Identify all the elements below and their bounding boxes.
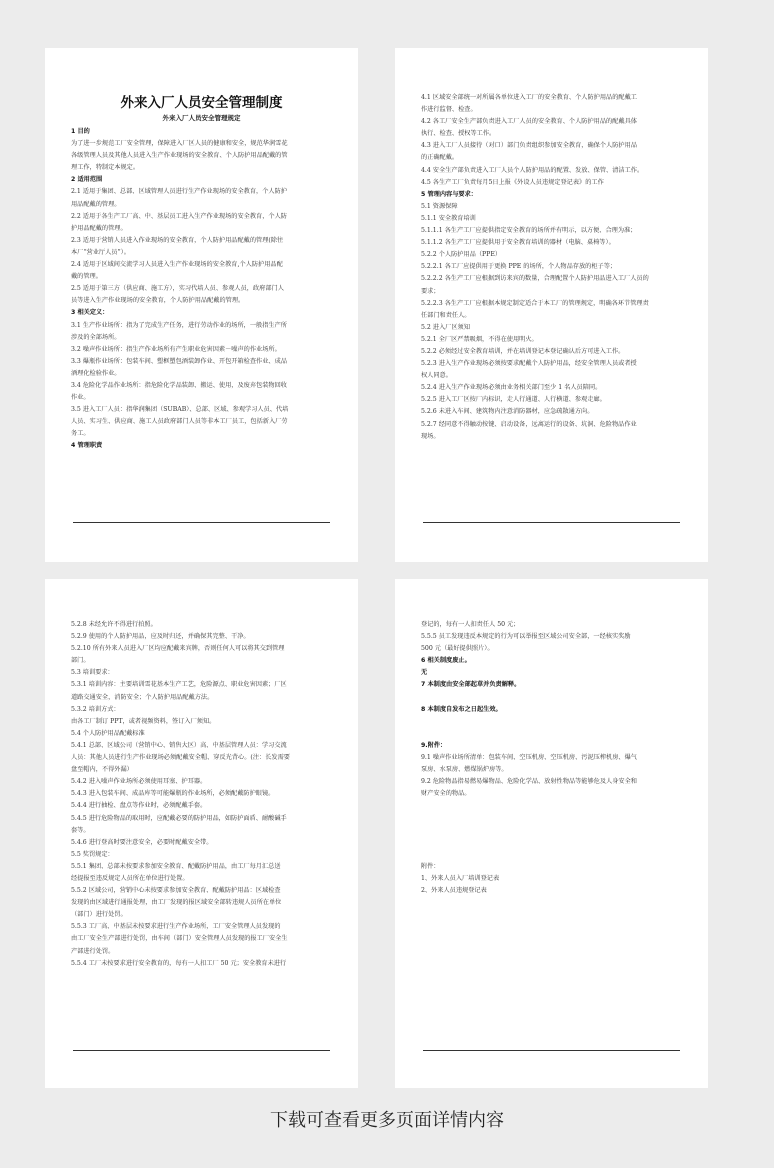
page-4-text bbox=[421, 619, 682, 897]
body-text-line: 5.2.2 必须经过安全教育培训，并在培训登记本登记确认后方可进入工作。 bbox=[421, 347, 625, 355]
body-text-line: 执行、检查、授权等工作。 bbox=[421, 130, 496, 138]
document-page-1 bbox=[45, 48, 358, 562]
body-text-line: 5.4.3 进入包装车间、成品库等可能爆瓶的作业场所，必须配戴防护眼镜。 bbox=[71, 790, 275, 798]
body-text-line: 用品配戴的管理。 bbox=[71, 200, 121, 208]
body-text-line: 9.2 危险物品指易燃易爆物品、危险化学品、放射性物品等能够危及人身安全和 bbox=[421, 778, 637, 786]
page-4-content bbox=[421, 619, 682, 897]
section-heading: 2 适用范围 bbox=[71, 176, 103, 184]
body-text-line: 5.4.6 进行登高时要注意安全，必要时配戴安全带。 bbox=[71, 838, 213, 846]
body-text-line: 员等进入生产作业现场的安全教育，个人防护用品配戴的管理。 bbox=[71, 297, 245, 305]
body-text-line: 5.5.1 集团、总部未按要求参加安全教育、配戴防护用品，由工厂每月汇总送 bbox=[71, 862, 281, 870]
body-text-line: 2.4 适用于区域间交流学习人员进入生产作业现场的安全教育,个人防护用品配 bbox=[71, 261, 283, 269]
section-heading: 无 bbox=[421, 669, 428, 677]
body-text-line: 5.2.4 进入生产作业现场必须由业务相关部门至少 1 名人员陪同。 bbox=[421, 384, 602, 392]
body-text-line: 盘至帽内，不得外漏） bbox=[71, 766, 133, 774]
body-text-line: 5.1.1.2 各生产工厂应提供用于安全教育培训的器材（电脑、桌椅等）。 bbox=[421, 239, 615, 247]
page-2-text bbox=[421, 92, 682, 443]
body-text-line: 5.3 培训要求： bbox=[71, 669, 114, 677]
blank-line bbox=[421, 716, 682, 728]
body-text-line: 2、外来人员违规登记表 bbox=[421, 887, 487, 895]
document-page-4 bbox=[395, 579, 708, 1088]
body-text-line: 2.3 适用于营销人员进入作业现场的安全教育，个人防护用品配戴的管理(除往 bbox=[71, 236, 284, 244]
body-text-line: 3.1 生产作业场所：指为了完成生产任务，进行劳动作业的场所，一般指生产所 bbox=[71, 321, 287, 329]
body-text-line: 5.4.1 总部、区域公司（营销中心、销售大区）高、中基层管理人员：学习交流 bbox=[71, 741, 287, 749]
body-text-line: 泵房、水泵房、燃煤锅炉房等。 bbox=[421, 766, 508, 774]
body-text-line: 5.2.8 未经允许不得进行拍照。 bbox=[71, 621, 157, 628]
body-text-line: 产部进行处罚。 bbox=[71, 947, 115, 955]
body-text-line: 4.3 进入工厂人员接待（对口）部门负责组织参加安全教育，确保个人防护用品 bbox=[421, 142, 637, 150]
body-text-line: 现场。 bbox=[421, 432, 440, 440]
section-heading: 9.附件： bbox=[421, 741, 447, 749]
section-heading: 3 相关定义： bbox=[71, 309, 109, 317]
blank-line bbox=[421, 813, 682, 825]
body-text-line: 涉及的全部场所。 bbox=[71, 333, 121, 341]
body-text-line: 人员：其他人员进行生产作业现场必须配戴安全帽、穿反光背心。(注：长发需要 bbox=[71, 754, 290, 762]
body-text-line: 附件： bbox=[421, 862, 440, 870]
body-text-line: 的正确配戴。 bbox=[421, 154, 459, 162]
body-text-line: 5.4.5 进行危险物品的取用时，应配戴必要的防护用品，如防护面盾、耐酸碱手 bbox=[71, 814, 287, 822]
section-heading: 5 管理内容与要求： bbox=[421, 190, 477, 198]
body-text-line: 5.2.10 所有外来人员进入厂区均应配戴来宾牌，否则任何人可以将其交到管理 bbox=[71, 645, 285, 653]
blank-line bbox=[421, 825, 682, 837]
body-text-line: 要求； bbox=[421, 287, 440, 295]
document-title: 外来入厂人员安全管理制度 bbox=[120, 95, 283, 111]
body-text-line: 5.5.2 区域公司，营销中心未按要求参加安全教育、配戴防护用品：区域检查 bbox=[71, 887, 281, 895]
body-text-line: 各级管理人员及其他人员进入生产作业现场的安全教育、个人防护用品配戴的管 bbox=[71, 152, 288, 160]
body-text-line: 5.2.2 个人防护用品（PPE） bbox=[421, 251, 502, 259]
page-footer-rule bbox=[423, 522, 680, 523]
blank-line bbox=[421, 849, 682, 861]
document-subtitle: 外来入厂人员安全管理规定 bbox=[162, 114, 241, 122]
section-heading: 8 本制度自发布之日起生效。 bbox=[421, 705, 502, 713]
body-text-line: 5.2.2.1 各工厂应提供用于更换 PPE 的场所，个人物品存放的柜子等； bbox=[421, 263, 617, 271]
body-text-line: 5.1 资源保障 bbox=[421, 202, 458, 210]
body-text-line: 3.5 进入工厂人员：指华润集团（SUBAB）、总部、区域、参观学习人员、代培 bbox=[71, 406, 289, 414]
body-text-line: 500 元（最好提供照片）。 bbox=[421, 645, 494, 653]
body-text-line: 5.3.1 培训内容：主要培训雪花基本生产工艺，危险源点、职业危害因素；厂区 bbox=[71, 681, 287, 689]
body-text-line: 为了进一步规范工厂安全管理，保障进入厂区人员的健康和安全，规范华润雪花 bbox=[71, 140, 288, 148]
body-text-line: 4.2 各工厂安全生产部负责进入工厂人员的安全教育、个人防护用品的配戴具体 bbox=[421, 118, 637, 126]
body-text-line: 由工厂安全生产部进行处罚，由车间（部门）安全管理人员发现的报工厂安全生 bbox=[71, 935, 288, 943]
body-text-line: 2.1 适用于集团、总部、区域管理人员进行生产作业现场的安全教育，个人防护 bbox=[71, 188, 287, 196]
body-text-line: 经提报至违反规定人员所在单位进行处置。 bbox=[71, 874, 189, 882]
body-text-line: 5.2.2.3 各生产工厂应根据本规定制定适合于本工厂的管理规定，明确各环节管理责 bbox=[421, 299, 649, 307]
body-text-line: 3.3 爆瓶作业场所：包装车间、塑框塑包酒装卸作业、开包开箱检查作业、成品 bbox=[71, 357, 287, 365]
section-heading: 1 目的 bbox=[71, 128, 90, 135]
page-footer-rule bbox=[73, 522, 330, 523]
body-text-line: 5.5.3 工厂高、中基层未按要求进行生产作业场所，工厂安全管理人员发现的 bbox=[71, 923, 281, 931]
body-text-line: 5.2.2.2 各生产工厂应根据到访来宾的数量，合理配置个人防护用品进入工厂人员的 bbox=[421, 275, 649, 283]
body-text-line: 5.1.1.1 各生产工厂应提供指定安全教育的场所并有明示，以方便、合理为准； bbox=[421, 227, 637, 235]
blank-line bbox=[421, 728, 682, 740]
page-1-text bbox=[71, 126, 332, 453]
body-text-line: 5.3.2 培训方式： bbox=[71, 705, 120, 713]
body-text-line: 5.2.1 全厂区严禁吸烟，不得在使用明火。 bbox=[421, 335, 538, 343]
page-footer-rule bbox=[73, 1050, 330, 1051]
section-heading: 4 管理职责 bbox=[71, 442, 103, 450]
blank-line bbox=[421, 800, 682, 812]
body-text-line: 5.2.5 进入工厂区按厂内标识，走人行通道、人行横道、参观走廊。 bbox=[421, 396, 606, 404]
body-text-line: 作业。 bbox=[71, 394, 90, 402]
document-page-2 bbox=[395, 48, 708, 562]
body-text-line: 部门。 bbox=[71, 657, 90, 665]
body-text-line: 本厂“营业厅人员”）。 bbox=[71, 248, 130, 256]
body-text-line: 4.1 区域安全部统一对所属各单位进入工厂的安全教育、个人防护用品的配戴工 bbox=[421, 94, 637, 101]
body-text-line: 5.2.7 经同意不得触动按键、启动设备，远离运行的设备、坑洞、危险物品作业 bbox=[421, 420, 637, 428]
body-text-line: 4.5 各生产工厂负责每月5日上报《外设人员违规定登记表》的工作 bbox=[421, 178, 604, 186]
body-text-line: 9.1 噪声作业场所清单：包装车间、空压机房、空压机房、污泥压榨机房、爆气 bbox=[421, 754, 637, 762]
page-footer-rule bbox=[423, 1050, 680, 1051]
page-1-content bbox=[71, 94, 332, 453]
body-text-line: 5.5.5 员工发现违反本规定的行为可以举报至区域公司安全部，一经核实奖励 bbox=[421, 633, 631, 641]
body-text-line: 财产安全的物品。 bbox=[421, 790, 471, 798]
page-3-text bbox=[71, 619, 332, 970]
body-text-line: 5.5 奖罚规定： bbox=[71, 850, 114, 858]
blank-line bbox=[421, 837, 682, 849]
body-text-line: 5.5.4 工厂未按要求进行安全教育的，每有一人扣工厂 50 元；安全教育未进行 bbox=[71, 959, 287, 967]
body-text-line: 1、外来人员入厂培训登记表 bbox=[421, 874, 500, 882]
body-text-line: 2.5 适用于第三方（供应商、施工方），实习代培人员、参观人员，政府部门人 bbox=[71, 285, 284, 293]
page-2-content bbox=[421, 92, 682, 443]
body-text-line: 套等。 bbox=[71, 826, 90, 834]
blank-line bbox=[421, 692, 682, 704]
section-heading: 7 本制度由安全部起草并负责解释。 bbox=[421, 681, 521, 689]
body-text-line: 5.4.4 进行抽检、盘点等作业时，必须配戴手套。 bbox=[71, 802, 207, 810]
body-text-line: 发现的由区域进行通报处理，由工厂发现的报区域安全部转违规人员所在单位 bbox=[71, 899, 282, 907]
download-caption: 下载可查看更多页面详情内容 bbox=[270, 1110, 504, 1131]
body-text-line: 作进行监督、检查。 bbox=[421, 106, 477, 114]
body-text-line: 5.4 个人防护用品配戴标准 bbox=[71, 729, 145, 737]
body-text-line: 戴的管理。 bbox=[71, 273, 102, 281]
body-text-line: 5.2 进入厂区须知 bbox=[421, 323, 470, 331]
body-text-line: 5.4.2 进入噪声作业场所必须使用耳塞、护耳器。 bbox=[71, 778, 207, 786]
body-text-line: 5.1.1 安全教育培训 bbox=[421, 214, 476, 222]
body-text-line: 4.4 安全生产部负责进入工厂人员个人防护用品的配置、发放、保管、清洁工作。 bbox=[421, 166, 644, 174]
body-text-line: 3.4 危险化学品作业场所：指危险化学品装卸、搬运、使用，及废弃包装物回收 bbox=[71, 381, 287, 389]
document-page-3 bbox=[45, 579, 358, 1088]
body-text-line: 护用品配戴的管理。 bbox=[71, 224, 127, 232]
body-text-line: 3.2 噪声作业场所：指生产作业场所有产生职业危害因素－噪声的作业场所。 bbox=[71, 345, 281, 353]
section-heading: 6 相关制度废止。 bbox=[421, 657, 471, 665]
body-text-line: （部门）进行处罚。 bbox=[71, 911, 127, 919]
body-text-line: 道路交通安全，消防安全；个人防护用品配戴方法。 bbox=[71, 693, 214, 701]
page-3-content bbox=[71, 619, 332, 970]
body-text-line: 酒理化检验作业。 bbox=[71, 369, 121, 377]
body-text-line: 5.2.6 未进入车间、建筑物内注意消防器材，应急疏散通方向。 bbox=[421, 408, 594, 416]
body-text-line: 理工作，特制定本规定。 bbox=[71, 164, 140, 172]
body-text-line: 登记的，每有一人扣责任人 50 元； bbox=[421, 621, 520, 628]
body-text-line: 务工。 bbox=[71, 430, 90, 438]
body-text-line: 权人同意。 bbox=[421, 372, 452, 380]
body-text-line: 2.2 适用于各生产工厂高、中、基层员工进入生产作业现场的安全教育，个人防 bbox=[71, 212, 287, 220]
body-text-line: 任部门和责任人。 bbox=[421, 311, 471, 319]
body-text-line: 由各工厂制订 PPT，或者视频资料，签订入厂须知。 bbox=[71, 717, 216, 725]
body-text-line: 5.2.9 使用的个人防护用品，应及时归还，并确保其完整、干净。 bbox=[71, 633, 250, 641]
body-text-line: 人员、实习生、供应商、施工人员政府部门人员等非本工厂员工，包括新入厂劳 bbox=[71, 418, 288, 426]
body-text-line: 5.2.3 进入生产作业现场必须按要求配戴个人防护用品，经安全管理人员或者授 bbox=[421, 360, 637, 368]
